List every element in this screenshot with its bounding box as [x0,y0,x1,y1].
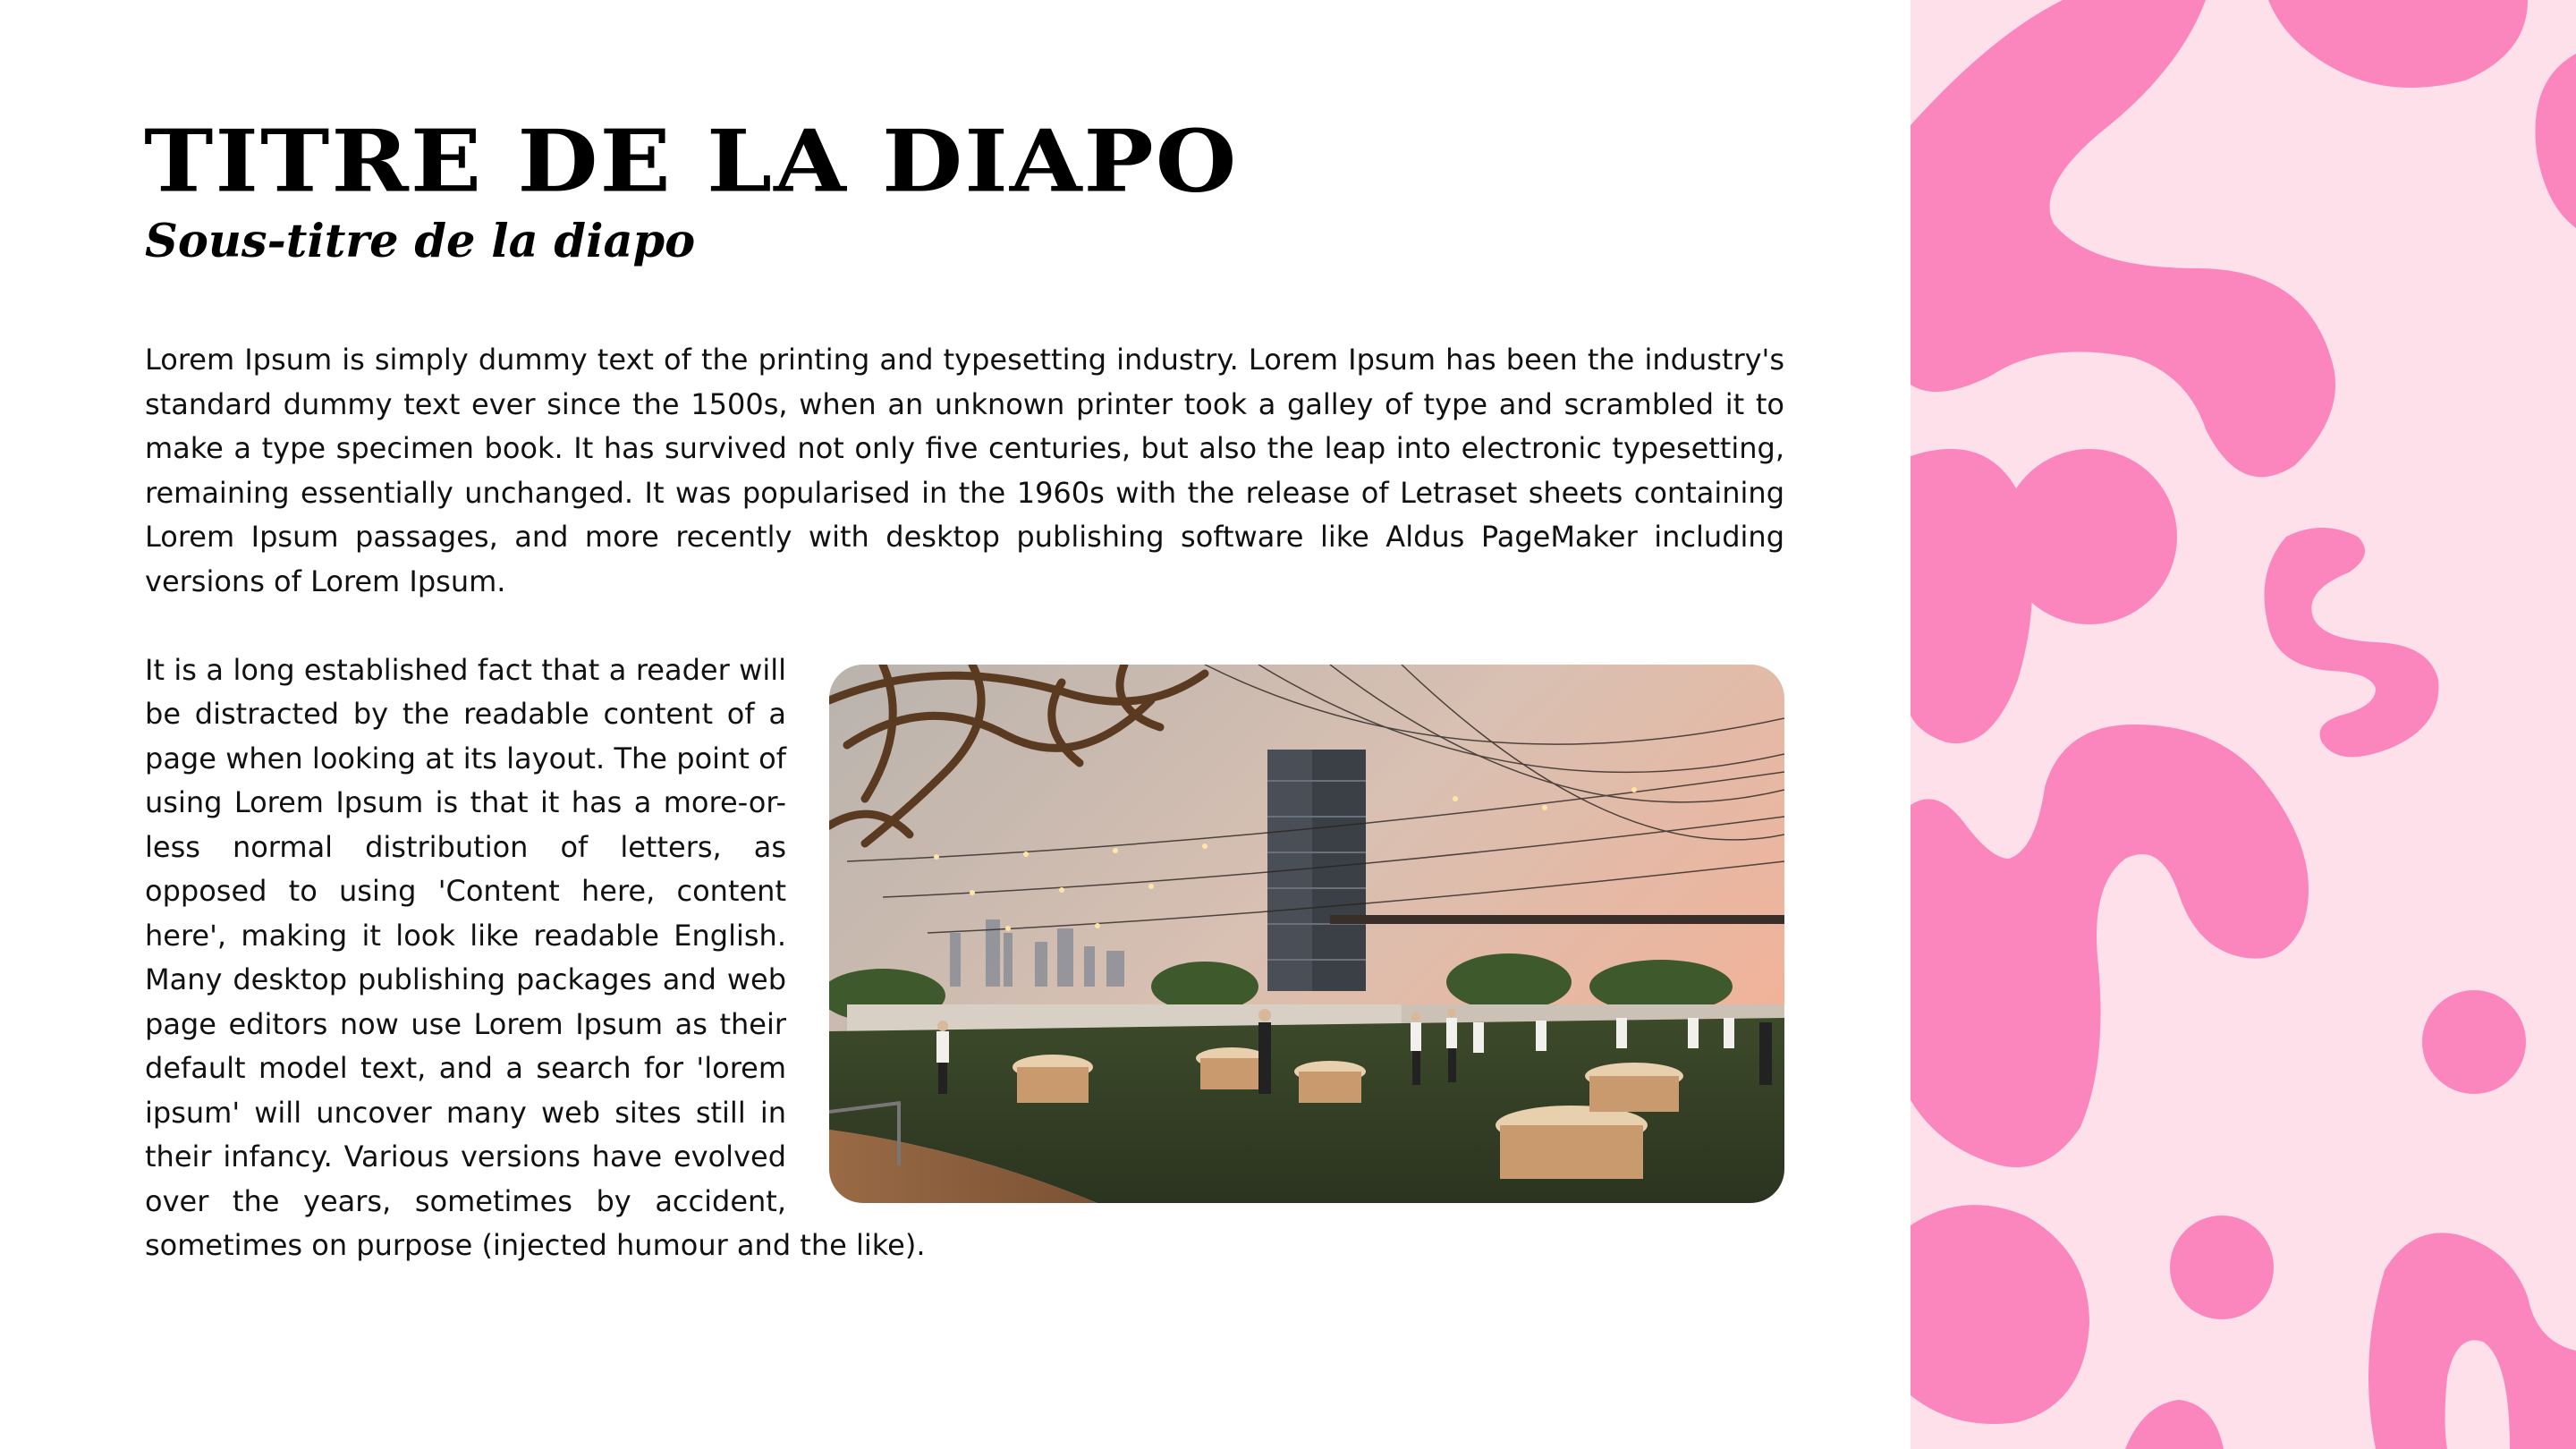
body-text [145,338,1784,1268]
event-venue-photo [829,665,1784,1203]
squiggle-shapes [1911,0,2576,1449]
slide-subtitle: Sous-titre de la diapo [145,215,696,268]
body-paragraph-2: It is a long established fact that a reader will be distracted by the readable content of a page when looking at its layout. The point of using Lorem Ipsum is that it has a more-or-less normal distribution of letters, as opposed to using 'Content here, content here', making it look like readable English. Many desktop publishing packages and web page editors now use Lorem Ipsum as their default model text, and a search for 'lorem ipsum' will uncover many web sites still in their infancy. Various versions have evolved over the years, sometimes by accident, sometimes on purpose (injected humour and the like). [145,652,926,1262]
event-venue-illustration [829,665,1784,1203]
decorative-pink-pattern [1911,0,2576,1449]
body-paragraph-1: Lorem Ipsum is simply dummy text of the printing and typesetting industry. Lorem Ipsum has been the industry's standard dummy text ever since the 1500s, when an unknown printer took a galley of type and scrambled it to make a type specimen book. It has survived not only five centuries, but also the leap into electronic typesetting, remaining essentially unchanged. It was popularised in the 1960s with the release of Letraset sheets containing Lorem Ipsum passages, and more recently with desktop publishing software like Aldus PageMaker including versions of Lorem Ipsum. [145,343,1784,598]
slide-title: TITRE DE LA DIAPO [144,110,1239,212]
